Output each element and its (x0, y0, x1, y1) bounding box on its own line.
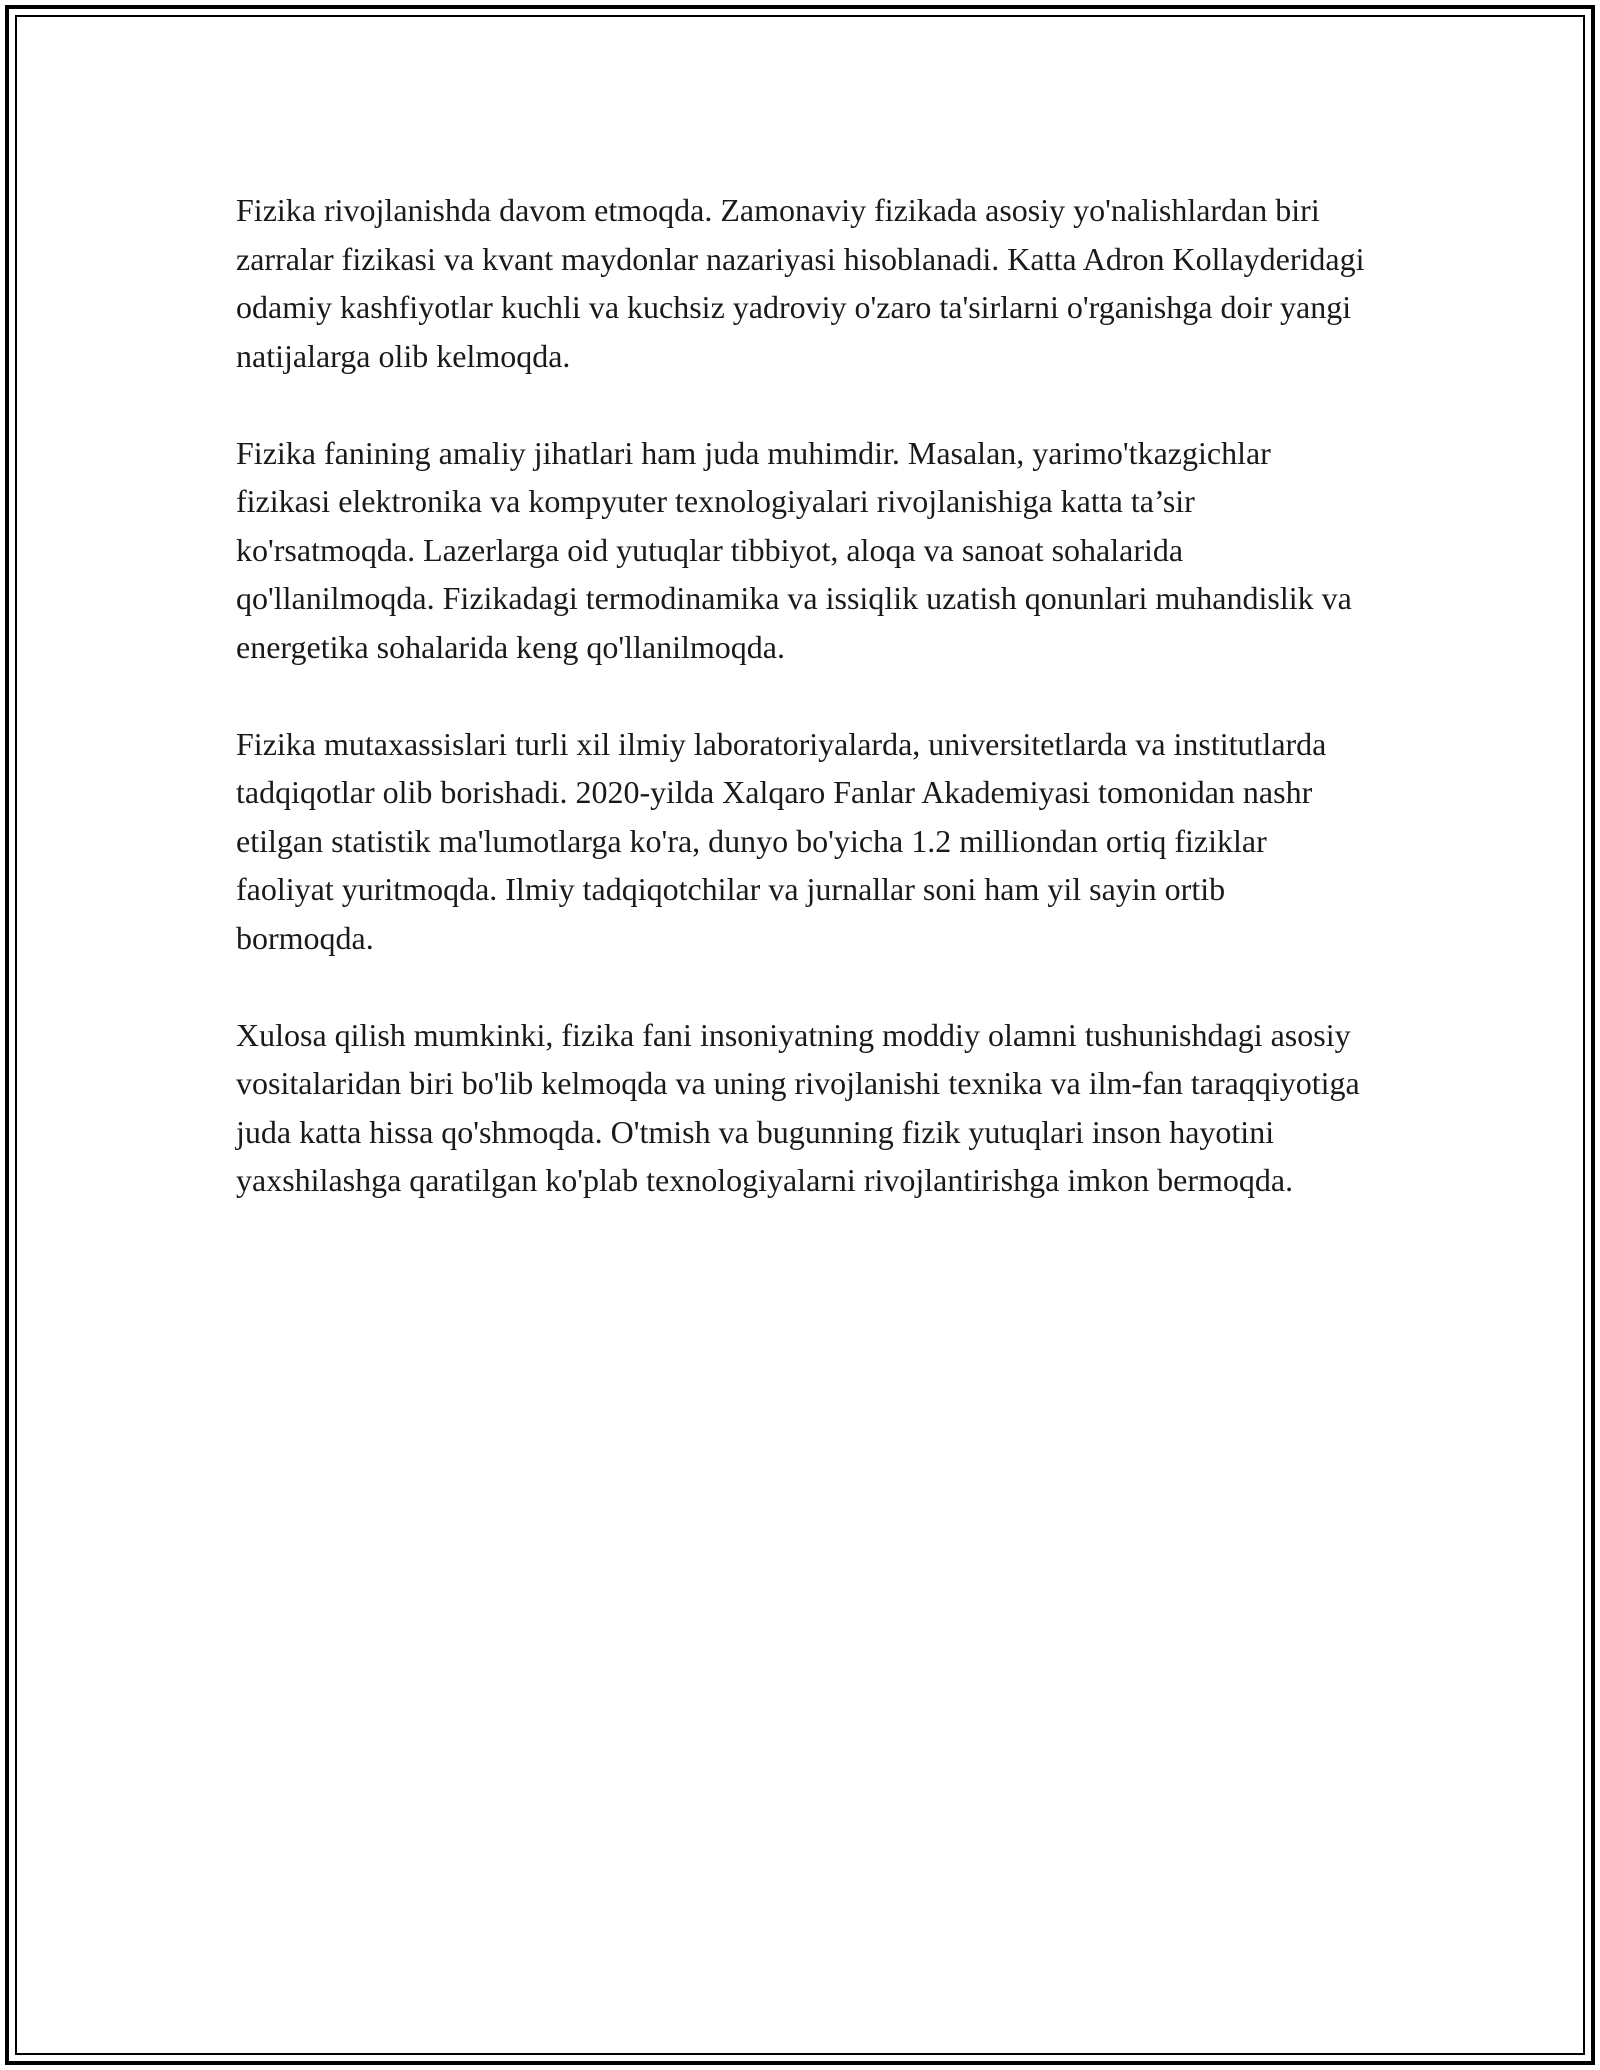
document-body (236, 186, 1366, 1253)
paragraph-3: Fizika mutaxassislari turli xil ilmiy laboratoriyalarda, universitetlarda va institutlarda tadqiqotlar olib borishadi. 2020-yilda Xalqaro Fanlar Akademiyasi tomonidan nashr etilgan statistik ma'lumotlarga ko'ra, dunyo bo'yicha 1.2 milliondan ortiq fiziklar faoliyat yuritmoqda. Ilmiy tadqiqotchilar va jurnallar soni ham yil sayin ortib bormoqda. (236, 725, 1327, 956)
paragraph-2: Fizika fanining amaliy jihatlari ham juda muhimdir. Masalan, yarimo'tkazgichlar fizikasi elektronika va kompyuter texnologiyalari rivojlanishiga katta ta’sir ko'rsatmoqda. Lazerlarga oid yutuqlar tibbiyot, aloqa va sanoat sohalarida qo'llanilmoqda. Fizikadagi termodinamika va issiqlik uzatish qonunlari muhandislik va energetika sohalarida keng qo'llanilmoqda. (236, 434, 1352, 665)
paragraph-1: Fizika rivojlanishda davom etmoqda. Zamonaviy fizikada asosiy yo'nalishlardan biri zarralar fizikasi va kvant maydonlar nazariyasi hisoblanadi. Katta Adron Kollayderidagi odamiy kashfiyotlar kuchli va kuchsiz yadroviy o'zaro ta'sirlarni o'rganishga doir yangi natijalarga olib kelmoqda. (236, 192, 1365, 374)
paragraph-4: Xulosa qilish mumkinki, fizika fani insoniyatning moddiy olamni tushunishdagi asosiy vositalaridan biri bo'lib kelmoqda va uning rivojlanishi texnika va ilm-fan taraqqiyotiga juda katta hissa qo'shmoqda. O'tmish va bugunning fizik yutuqlari inson hayotini yaxshilashga qaratilgan ko'plab texnologiyalarni rivojlantirishga imkon bermoqda. (236, 1016, 1360, 1198)
